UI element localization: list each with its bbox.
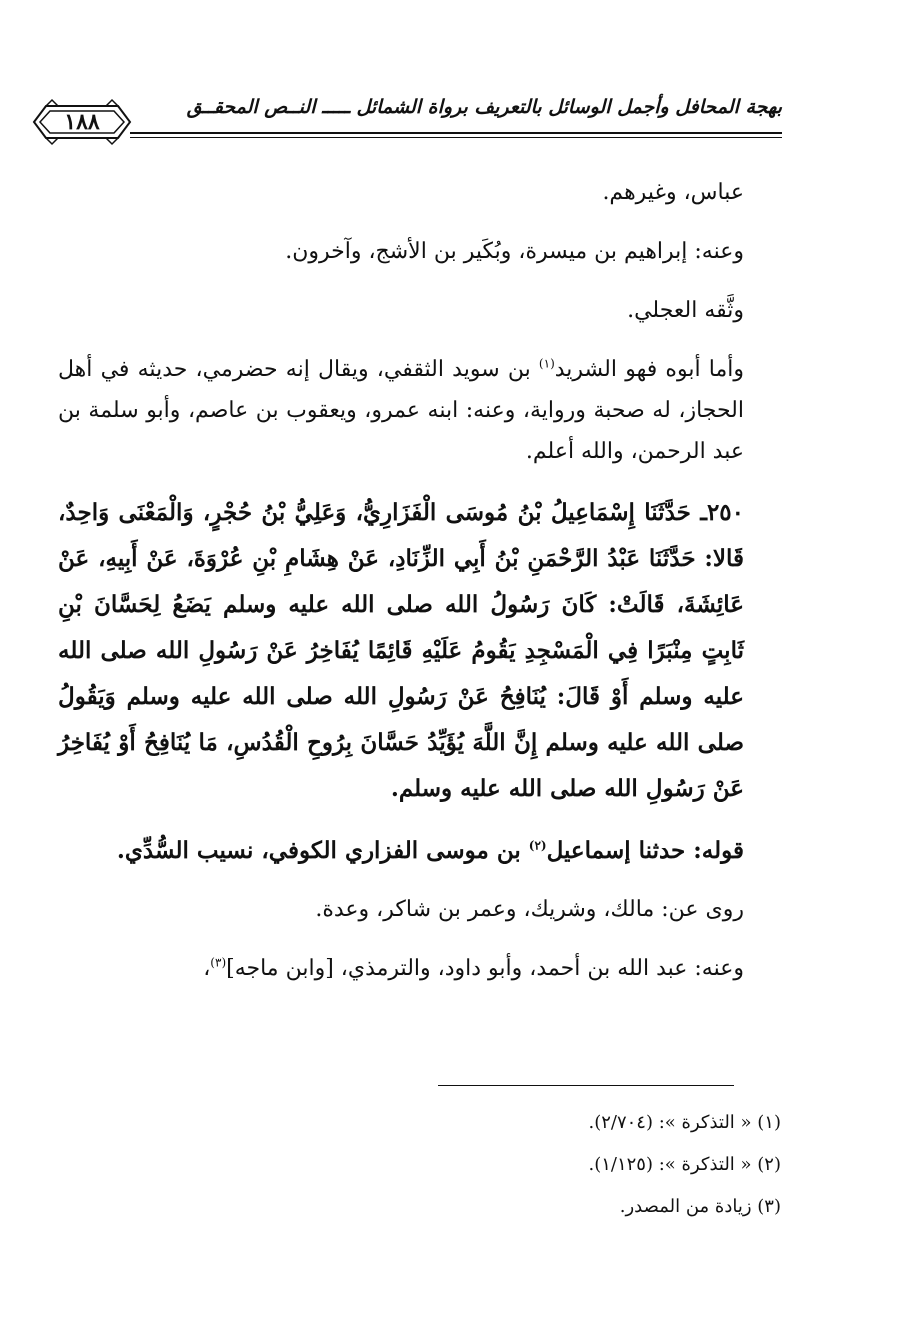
main-text [58,172,782,1007]
footnote-ref-3: (٣) [210,955,227,970]
paragraph-3: وثَّقه العجلي. [627,298,744,323]
footnote-ref-1: (١) [538,356,555,371]
footnote-2: (٢) « التذكرة »: (١/١٢٥). [588,1154,781,1175]
header-title: بهجة المحافل وأجمل الوسائل بالتعريف برواة الشمائل ـــــ النــص المحقــق [186,96,782,118]
paragraph-4 [58,349,782,472]
commentary-heading-start: قوله: حدثنا إسماعيل [546,837,744,864]
footnote-1: (١) « التذكرة »: (٢/٧٠٤). [588,1112,781,1133]
paragraph-7-end: ، [203,956,211,981]
footnote-separator [438,1085,734,1086]
paragraph-6: روى عن: مالك، وشريك، وعمر بن شاكر، وعدة. [315,897,744,922]
commentary-heading [58,830,782,871]
paragraph-7 [58,948,782,989]
paragraph-4-start: وأما أبوه فهو الشريد [554,357,744,382]
paragraph-7-start: وعنه: عبد الله بن أحمد، وأبو داود، والترمذي، [وابن ماجه] [226,956,744,981]
hadith-250: ٢٥٠ـ حَدَّثَنَا إِسْمَاعِيلُ بْنُ مُوسَى الْفَزَارِيُّ، وَعَلِيُّ بْنُ حُجْرٍ، وَالْمَعْنَى وَاحِدٌ، قَالا: حَدَّثَنَا عَبْدُ الرَّحْمَنِ بْنُ أَبِي الزِّنَادِ، عَنْ هِشَامِ بْنِ عُرْوَةَ، عَنْ أَبِيهِ، عَنْ عَائِشَةَ، قَالَتْ: كَانَ رَسُولُ الله صلى الله عليه وسلم يَضَعُ لِحَسَّانَ بْنِ ثَابِتٍ مِنْبَرًا فِي الْمَسْجِدِ يَقُومُ عَلَيْهِ قَائِمًا يُفَاخِرُ عَنْ رَسُولِ الله صلى الله عليه وسلم أَوْ قَالَ: يُنَافِحُ عَنْ رَسُولِ الله صلى الله عليه وسلم وَيَقُولُ صلى الله عليه وسلم إِنَّ اللَّهَ يُؤَيِّدُ حَسَّانَ بِرُوحِ الْقُدُسِ، مَا يُنَافِحُ أَوْ يُفَاخِرُ عَنْ رَسُولِ الله صلى الله عليه وسلم. [58,499,744,802]
running-header [30,88,782,148]
paragraph-2: وعنه: إبراهيم بن ميسرة، وبُكَير بن الأشج، وآخرون. [285,239,744,264]
footnotes [181,1102,781,1228]
page-number: ١٨٨ [64,109,100,135]
footnote-ref-2: (٢) [528,838,547,853]
page-number-badge [30,98,134,146]
commentary-heading-rest: بن موسى الفزاري الكوفي، نسيب السُّدِّي. [116,837,529,864]
header-rule [130,132,782,138]
paragraph-4-rest: بن سويد الثقفي، ويقال إنه حضرمي، حديثه في أهل الحجاز، له صحبة ورواية، وعنه: ابنه عمرو، ويعقوب بن عاصم، وأبو سلمة بن عبد الرحمن، والله أعلم. [58,357,744,464]
paragraph-1: عباس، وغيرهم. [602,180,744,205]
footnote-3: (٣) زيادة من المصدر. [619,1196,781,1217]
